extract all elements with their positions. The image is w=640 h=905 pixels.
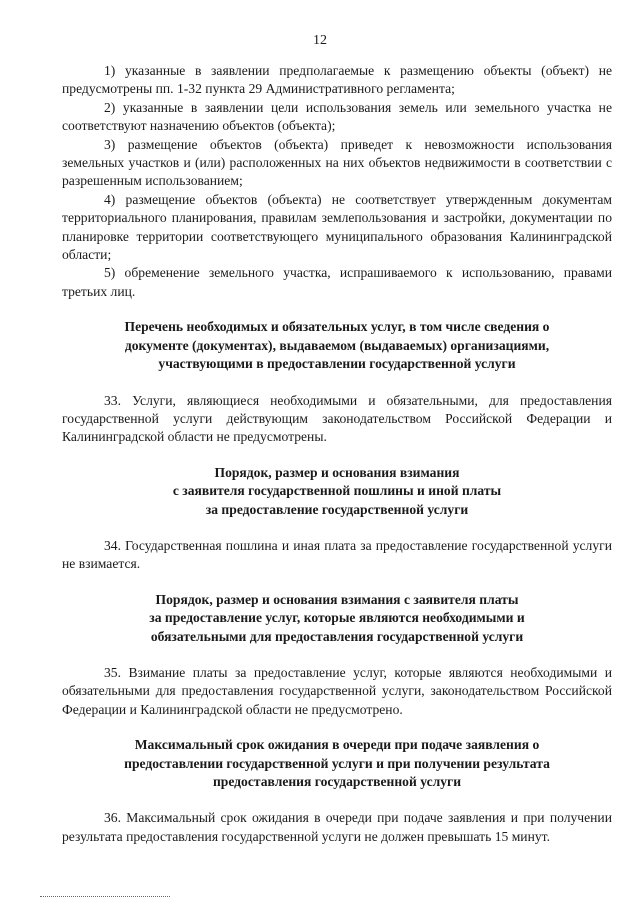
heading-line: за предоставление государственной услуги <box>205 501 469 517</box>
list-item: 3) размещение объектов (объекта) приведет к невозможности использования земельных участков и (или) расположенных на них объектов недвижимости в соответствии с разрешенным использованием; <box>62 136 612 189</box>
heading-line: документе (документах), выдаваемом (выдаваемых) организациями, <box>124 337 550 353</box>
heading-line: Перечень необходимых и обязательных услуг, в том числе сведения о <box>124 319 550 335</box>
list-item: 1) указанные в заявлении предполагаемые к размещению объекты (объект) не предусмотрены пп. 1-32 пункта 29 Административного регламента; <box>62 63 612 97</box>
section-heading <box>62 736 612 791</box>
heading-line: с заявителя государственной пошлины и иной платы <box>172 483 502 499</box>
section-paragraph: 34. Государственная пошлина и иная плата за предоставление государственной услуги не взимается. <box>62 537 612 572</box>
heading-line: участвующими в предоставлении государственной услуги <box>158 356 516 372</box>
document-body <box>62 62 612 846</box>
page-number: 12 <box>313 33 327 48</box>
heading-line: Порядок, размер и основания взимания с заявителя платы <box>155 591 519 607</box>
heading-line: за предоставление услуг, которые являются необходимыми и <box>149 610 525 626</box>
list-item: 4) размещение объектов (объекта) не соответствует утвержденным документам территориального планирования, правилам землепользования и застройки, документации по планировке территории соответствующего муниципального образования Калининградской области; <box>62 191 612 263</box>
section-paragraph: 33. Услуги, являющиеся необходимыми и обязательными, для предоставления государственной услуги действующим законодательством Российской Федерации и Калининградской области не предусмотрены. <box>62 392 612 445</box>
heading-line: предоставлении государственной услуги и при получении результата <box>124 755 550 771</box>
heading-line: обязательными для предоставления государственной услуги <box>150 628 524 644</box>
list-item: 5) обременение земельного участка, испрашиваемого к использованию, правами третьих лиц. <box>62 265 612 299</box>
footer-divider <box>40 896 170 897</box>
section-paragraph: 36. Максимальный срок ожидания в очереди при подаче заявления и при получении результата предоставления государственной услуги не должен превышать 15 минут. <box>62 810 612 844</box>
heading-line: предоставления государственной услуги <box>212 774 462 789</box>
list-item: 2) указанные в заявлении цели использования земель или земельного участка не соответствуют назначению объектов (объекта); <box>62 99 612 134</box>
heading-line: Максимальный срок ожидания в очереди при подаче заявления о <box>134 737 540 753</box>
section-heading <box>62 318 612 373</box>
section-heading <box>62 591 612 646</box>
section-heading <box>62 464 612 519</box>
heading-line: Порядок, размер и основания взимания <box>214 464 460 480</box>
section-paragraph: 35. Взимание платы за предоставление услуг, которые являются необходимыми и обязательными для предоставления государственной услуги, законодательством Российской Федерации и Калининградской области не предусмотрено. <box>62 664 612 717</box>
